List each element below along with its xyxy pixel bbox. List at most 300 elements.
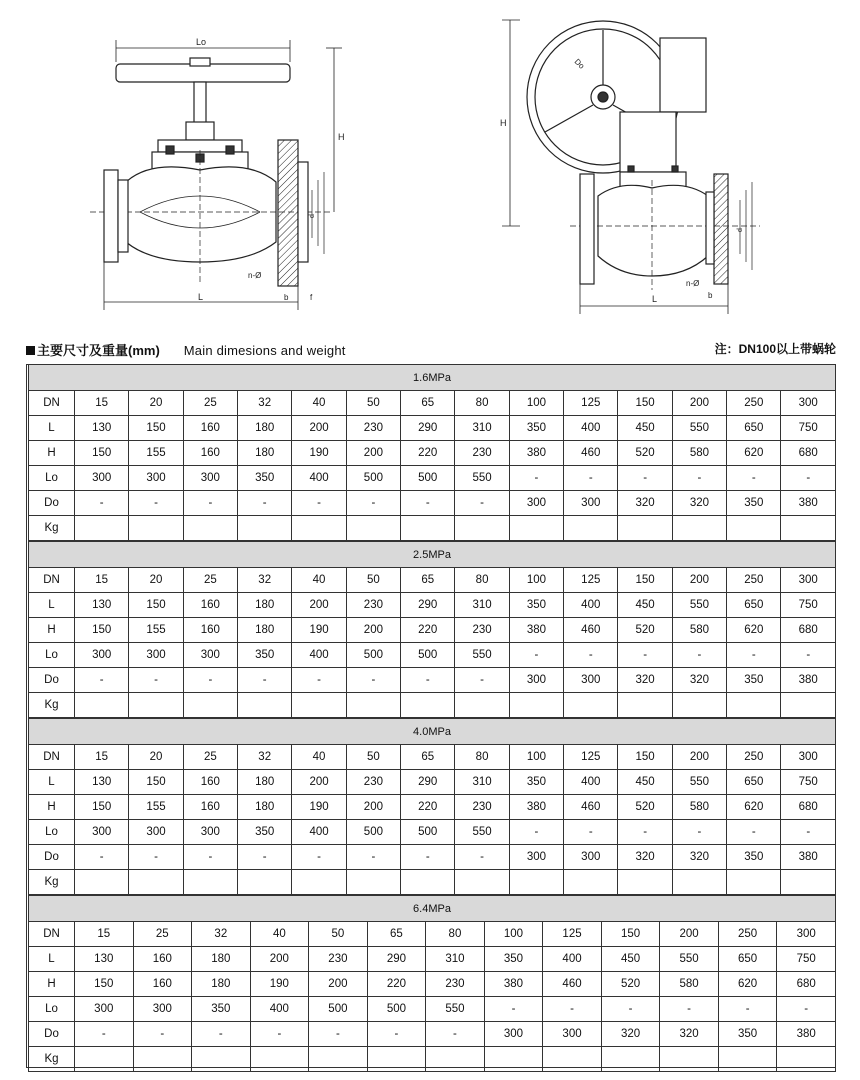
table-cell: 320 bbox=[618, 845, 672, 870]
table-cell: 160 bbox=[133, 972, 192, 997]
table-cell: 400 bbox=[564, 416, 618, 441]
table-cell: 300 bbox=[129, 643, 183, 668]
handwheel-valve-drawing bbox=[90, 40, 342, 310]
caption-title-en: Main dimesions and weight bbox=[183, 343, 346, 358]
table-cell: - bbox=[601, 997, 660, 1022]
table-cell bbox=[509, 870, 563, 895]
table-cell: 80 bbox=[455, 568, 509, 593]
table-cell bbox=[484, 1047, 543, 1072]
table-cell: 15 bbox=[75, 391, 129, 416]
pressure-table bbox=[28, 895, 836, 1072]
table-cell: 520 bbox=[618, 618, 672, 643]
table-cell: 200 bbox=[346, 618, 400, 643]
table-cell bbox=[618, 516, 672, 541]
table-cell: 200 bbox=[250, 947, 309, 972]
table-cell bbox=[346, 693, 400, 718]
table-cell: - bbox=[192, 1022, 251, 1047]
table-cell: - bbox=[346, 845, 400, 870]
table-cell: 450 bbox=[618, 770, 672, 795]
table-row bbox=[29, 1022, 836, 1047]
table-cell: 500 bbox=[346, 466, 400, 491]
table-cell: 750 bbox=[781, 593, 836, 618]
dim-lo-label: Lo bbox=[196, 37, 207, 47]
table-cell: - bbox=[129, 491, 183, 516]
table-cell: 300 bbox=[129, 466, 183, 491]
table-cell: 160 bbox=[183, 770, 237, 795]
caption-note: 注：DN100以上带蜗轮 bbox=[714, 342, 836, 356]
table-cell: 32 bbox=[192, 922, 251, 947]
table-cell: 125 bbox=[564, 745, 618, 770]
table-cell bbox=[129, 516, 183, 541]
table-cell: 520 bbox=[601, 972, 660, 997]
dim-b-label-right: b bbox=[708, 291, 713, 300]
table-cell: - bbox=[292, 668, 346, 693]
table-cell: 20 bbox=[129, 391, 183, 416]
table-cell: 300 bbox=[509, 845, 563, 870]
table-cell: 250 bbox=[727, 745, 781, 770]
table-row bbox=[29, 693, 836, 718]
table-cell: 150 bbox=[618, 745, 672, 770]
dim-b-label: b bbox=[284, 293, 289, 302]
table-cell: 550 bbox=[426, 997, 485, 1022]
table-cell: 15 bbox=[75, 568, 129, 593]
table-cell bbox=[75, 870, 129, 895]
table-cell: 520 bbox=[618, 795, 672, 820]
table-cell: 380 bbox=[509, 441, 563, 466]
table-cell: - bbox=[672, 643, 726, 668]
table-cell: 620 bbox=[727, 441, 781, 466]
row-label: Kg bbox=[29, 1047, 75, 1072]
table-cell: 350 bbox=[718, 1022, 777, 1047]
table-cell: 300 bbox=[781, 391, 836, 416]
table-cell bbox=[564, 870, 618, 895]
table-cell: 400 bbox=[292, 820, 346, 845]
table-cell bbox=[672, 516, 726, 541]
table-cell: 450 bbox=[618, 416, 672, 441]
table-cell bbox=[777, 1047, 836, 1072]
table-row bbox=[29, 795, 836, 820]
row-label: Lo bbox=[29, 643, 75, 668]
table-row bbox=[29, 441, 836, 466]
table-cell: 125 bbox=[564, 568, 618, 593]
table-cell: 400 bbox=[564, 593, 618, 618]
table-cell: 190 bbox=[292, 618, 346, 643]
row-label: Do bbox=[29, 845, 75, 870]
table-row bbox=[29, 922, 836, 947]
table-row bbox=[29, 491, 836, 516]
table-cell bbox=[401, 870, 455, 895]
table-cell: 500 bbox=[401, 466, 455, 491]
table-cell: 650 bbox=[727, 416, 781, 441]
table-cell: - bbox=[183, 845, 237, 870]
table-cell: 200 bbox=[309, 972, 368, 997]
table-header-row bbox=[29, 542, 836, 568]
worm-gear-valve-drawing bbox=[502, 20, 760, 314]
pressure-table bbox=[28, 541, 836, 718]
table-cell: 300 bbox=[484, 1022, 543, 1047]
table-cell: - bbox=[781, 643, 836, 668]
table-cell: 350 bbox=[238, 643, 292, 668]
table-cell: 25 bbox=[133, 922, 192, 947]
row-label: Kg bbox=[29, 693, 75, 718]
table-cell: - bbox=[133, 1022, 192, 1047]
row-label: Do bbox=[29, 491, 75, 516]
table-cell: - bbox=[238, 845, 292, 870]
table-cell: 300 bbox=[129, 820, 183, 845]
table-cell: 150 bbox=[75, 795, 129, 820]
table-cell: 25 bbox=[183, 745, 237, 770]
table-cell: 160 bbox=[183, 416, 237, 441]
table-cell: 300 bbox=[509, 491, 563, 516]
table-cell bbox=[238, 516, 292, 541]
row-label: H bbox=[29, 441, 75, 466]
table-row bbox=[29, 391, 836, 416]
table-cell: - bbox=[618, 820, 672, 845]
table-cell: 220 bbox=[401, 441, 455, 466]
table-cell: 400 bbox=[543, 947, 602, 972]
table-cell: - bbox=[75, 668, 129, 693]
table-cell: 350 bbox=[509, 416, 563, 441]
table-cell: 100 bbox=[509, 745, 563, 770]
table-cell: 190 bbox=[250, 972, 309, 997]
table-cell: 290 bbox=[401, 416, 455, 441]
table-cell: 300 bbox=[75, 643, 129, 668]
dim-h-label: H bbox=[338, 132, 345, 142]
table-cell: - bbox=[727, 466, 781, 491]
table-cell: 150 bbox=[75, 441, 129, 466]
table-cell: 40 bbox=[292, 568, 346, 593]
table-cell: 190 bbox=[292, 795, 346, 820]
table-cell: 15 bbox=[75, 922, 134, 947]
table-cell: 200 bbox=[672, 745, 726, 770]
table-cell bbox=[183, 870, 237, 895]
table-cell: 580 bbox=[672, 795, 726, 820]
table-cell: 290 bbox=[401, 770, 455, 795]
row-label: L bbox=[29, 770, 75, 795]
table-cell: - bbox=[401, 491, 455, 516]
table-cell: 460 bbox=[564, 441, 618, 466]
table-cell bbox=[509, 516, 563, 541]
table-cell: - bbox=[455, 845, 509, 870]
table-row bbox=[29, 947, 836, 972]
table-cell: - bbox=[238, 491, 292, 516]
table-cell bbox=[292, 870, 346, 895]
row-label: L bbox=[29, 947, 75, 972]
table-cell: 180 bbox=[238, 441, 292, 466]
table-cell bbox=[564, 516, 618, 541]
table-row bbox=[29, 845, 836, 870]
table-row bbox=[29, 416, 836, 441]
table-cell: - bbox=[346, 668, 400, 693]
table-row bbox=[29, 997, 836, 1022]
table-cell: 200 bbox=[292, 416, 346, 441]
dim-l-label: L bbox=[198, 292, 204, 302]
table-cell: 500 bbox=[309, 997, 368, 1022]
dim-f-label: f bbox=[310, 293, 313, 302]
table-cell: 320 bbox=[672, 845, 726, 870]
table-cell: 32 bbox=[238, 745, 292, 770]
table-cell: 580 bbox=[672, 618, 726, 643]
table-cell: 50 bbox=[346, 568, 400, 593]
table-cell: - bbox=[129, 845, 183, 870]
table-cell bbox=[75, 693, 129, 718]
pressure-class-header: 1.6MPa bbox=[29, 365, 836, 391]
table-cell: 190 bbox=[292, 441, 346, 466]
table-cell: 320 bbox=[601, 1022, 660, 1047]
table-cell bbox=[183, 693, 237, 718]
table-cell: 160 bbox=[183, 441, 237, 466]
table-cell: 300 bbox=[564, 491, 618, 516]
row-label: L bbox=[29, 416, 75, 441]
table-cell: 350 bbox=[192, 997, 251, 1022]
table-cell: 300 bbox=[781, 745, 836, 770]
table-cell: 750 bbox=[781, 770, 836, 795]
table-cell: 230 bbox=[455, 441, 509, 466]
table-cell: 550 bbox=[672, 593, 726, 618]
table-cell: 150 bbox=[129, 416, 183, 441]
valve-drawings bbox=[0, 0, 860, 330]
table-cell: 230 bbox=[455, 795, 509, 820]
table-cell: 80 bbox=[426, 922, 485, 947]
table-cell bbox=[129, 870, 183, 895]
table-cell: 750 bbox=[777, 947, 836, 972]
table-cell: 550 bbox=[660, 947, 719, 972]
table-cell: 180 bbox=[238, 618, 292, 643]
table-cell: 50 bbox=[346, 391, 400, 416]
table-cell: 230 bbox=[455, 618, 509, 643]
table-cell: 550 bbox=[672, 416, 726, 441]
table-cell bbox=[543, 1047, 602, 1072]
table-cell: 130 bbox=[75, 593, 129, 618]
table-cell: 350 bbox=[509, 593, 563, 618]
table-cell: 380 bbox=[509, 795, 563, 820]
row-label: Kg bbox=[29, 516, 75, 541]
row-label: Lo bbox=[29, 820, 75, 845]
dim-l-label-right: L bbox=[652, 294, 658, 304]
table-cell: 80 bbox=[455, 745, 509, 770]
table-cell: 150 bbox=[129, 593, 183, 618]
table-cell: 20 bbox=[129, 745, 183, 770]
table-cell bbox=[401, 516, 455, 541]
table-cell: 350 bbox=[727, 668, 781, 693]
table-cell: - bbox=[401, 668, 455, 693]
table-cell: 160 bbox=[183, 593, 237, 618]
row-label: DN bbox=[29, 745, 75, 770]
table-row bbox=[29, 618, 836, 643]
table-cell bbox=[727, 516, 781, 541]
table-row bbox=[29, 466, 836, 491]
table-cell bbox=[183, 516, 237, 541]
table-cell: 180 bbox=[238, 416, 292, 441]
table-cell: 350 bbox=[484, 947, 543, 972]
table-cell bbox=[192, 1047, 251, 1072]
table-row bbox=[29, 972, 836, 997]
table-cell: - bbox=[509, 466, 563, 491]
table-cell: - bbox=[484, 997, 543, 1022]
table-cell: 550 bbox=[455, 820, 509, 845]
table-cell: 150 bbox=[618, 391, 672, 416]
table-cell bbox=[346, 870, 400, 895]
table-cell: 32 bbox=[238, 568, 292, 593]
table-row bbox=[29, 820, 836, 845]
table-cell: 500 bbox=[346, 820, 400, 845]
table-cell: 300 bbox=[183, 466, 237, 491]
table-row bbox=[29, 593, 836, 618]
table-cell bbox=[509, 693, 563, 718]
row-label: H bbox=[29, 795, 75, 820]
table-cell: 50 bbox=[346, 745, 400, 770]
table-cell: 400 bbox=[250, 997, 309, 1022]
table-row bbox=[29, 516, 836, 541]
table-cell: 380 bbox=[781, 668, 836, 693]
table-cell: 180 bbox=[238, 770, 292, 795]
table-cell: 230 bbox=[426, 972, 485, 997]
pressure-table bbox=[28, 364, 836, 541]
table-cell bbox=[660, 1047, 719, 1072]
row-label: DN bbox=[29, 568, 75, 593]
table-cell bbox=[292, 693, 346, 718]
table-cell: 180 bbox=[192, 947, 251, 972]
table-cell: - bbox=[777, 997, 836, 1022]
table-cell: 130 bbox=[75, 770, 129, 795]
table-cell: 155 bbox=[129, 441, 183, 466]
table-row bbox=[29, 770, 836, 795]
table-cell: - bbox=[781, 466, 836, 491]
table-cell: 250 bbox=[727, 391, 781, 416]
table-cell: - bbox=[564, 643, 618, 668]
table-cell: 380 bbox=[484, 972, 543, 997]
row-label: L bbox=[29, 593, 75, 618]
table-row bbox=[29, 668, 836, 693]
table-cell: 15 bbox=[75, 745, 129, 770]
table-cell: 150 bbox=[75, 618, 129, 643]
table-cell: - bbox=[564, 466, 618, 491]
dim-do-label: Do bbox=[572, 57, 587, 71]
table-cell: 300 bbox=[543, 1022, 602, 1047]
row-label: Do bbox=[29, 1022, 75, 1047]
table-cell: 650 bbox=[727, 593, 781, 618]
table-row bbox=[29, 643, 836, 668]
table-cell: 320 bbox=[618, 491, 672, 516]
table-cell bbox=[426, 1047, 485, 1072]
table-cell: 20 bbox=[129, 568, 183, 593]
table-cell: - bbox=[781, 820, 836, 845]
table-cell: 460 bbox=[564, 795, 618, 820]
table-cell: 550 bbox=[672, 770, 726, 795]
table-cell: 25 bbox=[183, 568, 237, 593]
table-cell: 230 bbox=[346, 770, 400, 795]
dim-n-label: n-Ø bbox=[248, 271, 262, 280]
table-cell: 310 bbox=[426, 947, 485, 972]
table-cell: 80 bbox=[455, 391, 509, 416]
table-cell: 290 bbox=[367, 947, 426, 972]
table-cell: 130 bbox=[75, 947, 134, 972]
table-cell: - bbox=[250, 1022, 309, 1047]
table-cell bbox=[727, 870, 781, 895]
table-cell: 500 bbox=[401, 820, 455, 845]
table-cell: 150 bbox=[129, 770, 183, 795]
table-cell: 650 bbox=[718, 947, 777, 972]
table-cell: - bbox=[129, 668, 183, 693]
table-cell: - bbox=[718, 997, 777, 1022]
caption-title bbox=[26, 340, 346, 359]
table-cell: 750 bbox=[781, 416, 836, 441]
table-cell: 250 bbox=[727, 568, 781, 593]
table-cell: 220 bbox=[401, 795, 455, 820]
table-cell: 300 bbox=[75, 466, 129, 491]
table-cell bbox=[75, 516, 129, 541]
table-cell: 180 bbox=[238, 593, 292, 618]
row-label: Do bbox=[29, 668, 75, 693]
table-cell: - bbox=[426, 1022, 485, 1047]
table-cell bbox=[455, 516, 509, 541]
table-cell: 160 bbox=[183, 795, 237, 820]
row-label: DN bbox=[29, 922, 75, 947]
row-label: H bbox=[29, 618, 75, 643]
table-cell: 32 bbox=[238, 391, 292, 416]
table-cell: - bbox=[672, 466, 726, 491]
table-row bbox=[29, 745, 836, 770]
table-cell: 320 bbox=[618, 668, 672, 693]
table-cell bbox=[346, 516, 400, 541]
table-cell bbox=[618, 870, 672, 895]
table-cell: 310 bbox=[455, 770, 509, 795]
table-cell bbox=[672, 693, 726, 718]
table-cell bbox=[133, 1047, 192, 1072]
table-cell: 680 bbox=[781, 441, 836, 466]
table-cell bbox=[672, 870, 726, 895]
dim-d-label: d bbox=[309, 214, 316, 218]
table-cell: 450 bbox=[618, 593, 672, 618]
table-cell: 400 bbox=[292, 466, 346, 491]
table-cell: 125 bbox=[543, 922, 602, 947]
table-cell: 180 bbox=[238, 795, 292, 820]
table-cell: 380 bbox=[781, 491, 836, 516]
row-label: H bbox=[29, 972, 75, 997]
table-cell: - bbox=[292, 845, 346, 870]
table-cell: - bbox=[401, 845, 455, 870]
table-cell bbox=[727, 693, 781, 718]
table-cell: 25 bbox=[183, 391, 237, 416]
table-cell: 150 bbox=[601, 922, 660, 947]
table-cell bbox=[309, 1047, 368, 1072]
pressure-class-header: 4.0MPa bbox=[29, 719, 836, 745]
table-cell bbox=[781, 870, 836, 895]
table-cell: 65 bbox=[401, 745, 455, 770]
table-cell: 155 bbox=[129, 618, 183, 643]
table-cell: - bbox=[618, 466, 672, 491]
table-cell bbox=[601, 1047, 660, 1072]
pressure-class-header: 2.5MPa bbox=[29, 542, 836, 568]
table-cell bbox=[129, 693, 183, 718]
table-cell: 300 bbox=[183, 643, 237, 668]
table-cell: - bbox=[455, 491, 509, 516]
table-cell: - bbox=[309, 1022, 368, 1047]
row-label: Lo bbox=[29, 466, 75, 491]
table-cell: 460 bbox=[564, 618, 618, 643]
dim-h-label-right: H bbox=[500, 118, 507, 128]
table-cell: 320 bbox=[672, 668, 726, 693]
square-bullet-icon bbox=[26, 346, 35, 355]
table-cell: 40 bbox=[292, 745, 346, 770]
table-cell bbox=[781, 516, 836, 541]
table-cell: - bbox=[238, 668, 292, 693]
table-cell: - bbox=[672, 820, 726, 845]
table-cell: 680 bbox=[781, 618, 836, 643]
table-cell: 50 bbox=[309, 922, 368, 947]
table-cell: 400 bbox=[292, 643, 346, 668]
table-cell: 250 bbox=[718, 922, 777, 947]
